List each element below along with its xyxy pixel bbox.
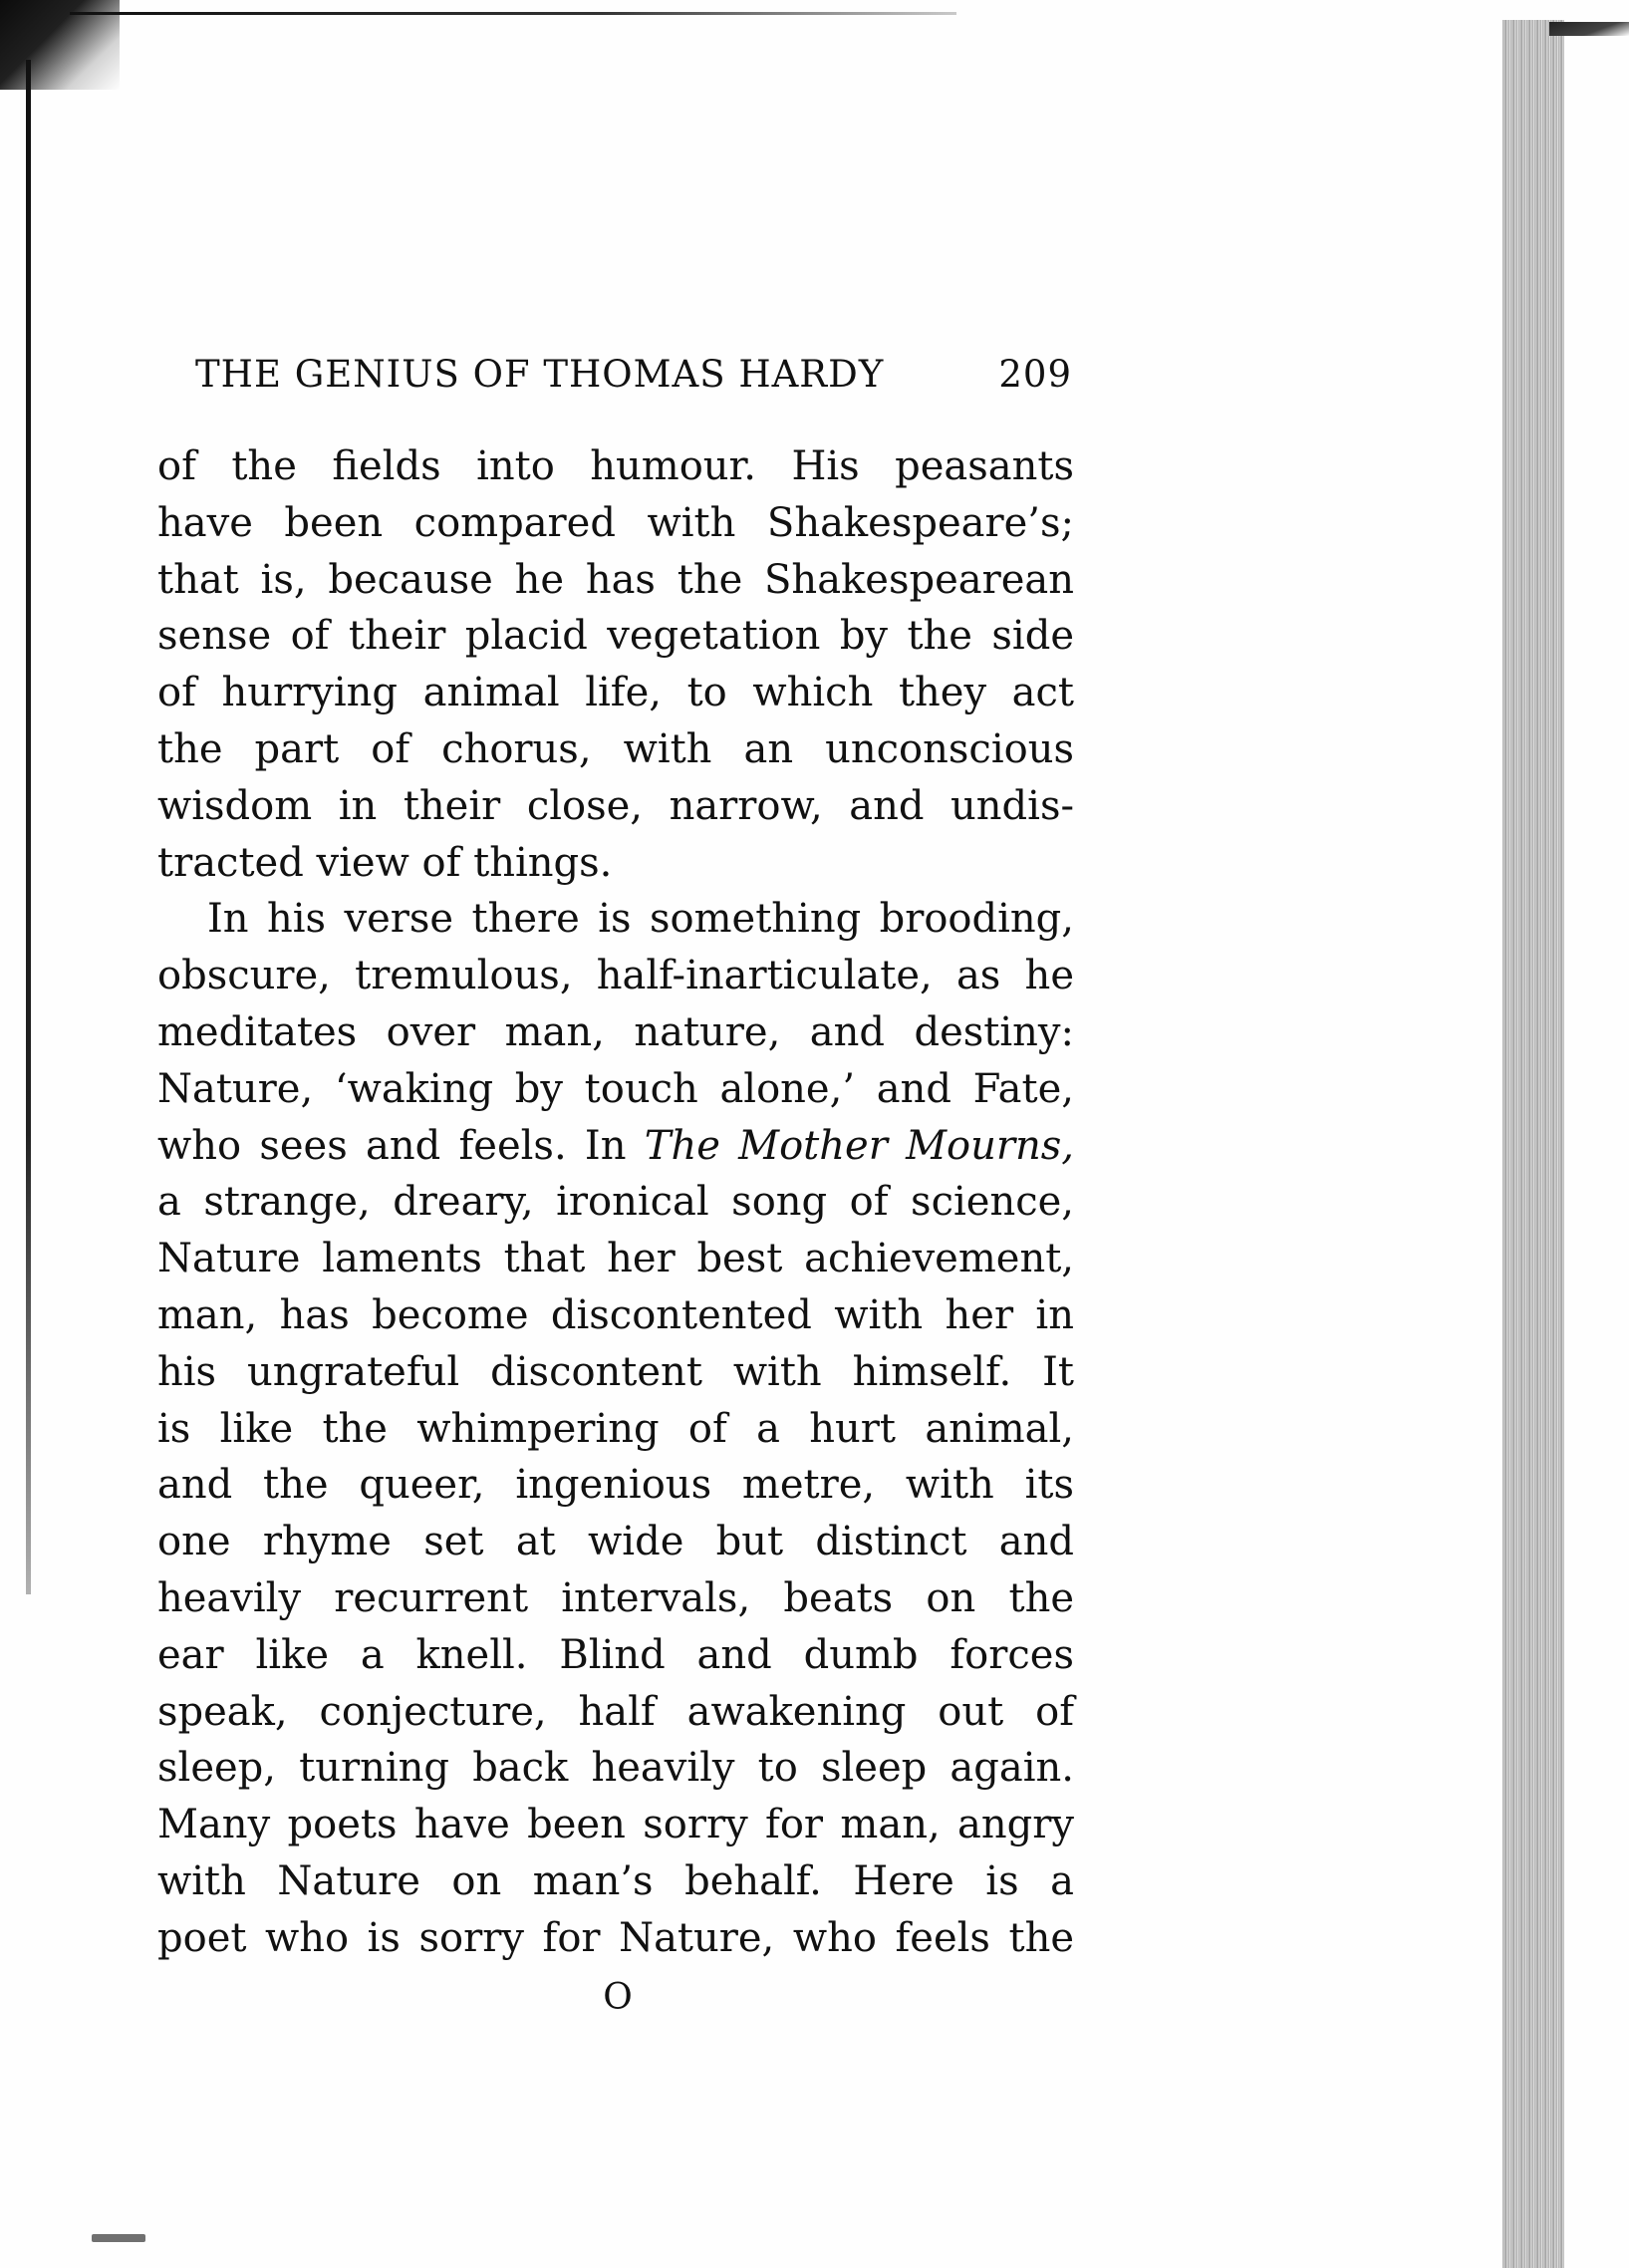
text-line: his ungrateful discontent with himself. It: [157, 1348, 1074, 1395]
text-line: speak, conjecture, half awakening out of: [157, 1688, 1074, 1735]
scan-edge-top: [70, 12, 956, 15]
text-segment: who sees and feels. In: [157, 1122, 645, 1169]
text-line: with Nature on man’s behalf. Here is a: [157, 1857, 1074, 1904]
text-line: Nature laments that her best achievement,: [157, 1236, 1074, 1282]
scan-smudge: [92, 2234, 145, 2242]
text-line: of the fields into humour. His peasants: [157, 443, 1074, 489]
text-line: tracted view of things.: [157, 839, 613, 886]
text-line: obscure, tremulous, half-inarticulate, as he: [157, 953, 1074, 999]
text-line: Nature, ‘waking by touch alone,’ and Fate,: [157, 1065, 1074, 1112]
text-line: the part of chorus, with an unconscious: [157, 725, 1074, 772]
italic-title: The Mother Mourns,: [644, 1122, 1075, 1169]
text-line: sleep, turning back heavily to sleep again.: [157, 1745, 1074, 1792]
text-line: a strange, dreary, ironical song of science,: [157, 1179, 1074, 1226]
body-text: [157, 438, 1074, 1967]
text-line: and the queer, ingenious metre, with its: [157, 1462, 1074, 1509]
text-line: [157, 1118, 1074, 1175]
text-line: ear like a knell. Blind and dumb forces: [157, 1631, 1074, 1678]
text-line: meditates over man, nature, and destiny:: [157, 1008, 1074, 1055]
scan-shadow-top-right: [1549, 22, 1629, 36]
running-head: [195, 353, 1072, 403]
text-line: that is, because he has the Shakespearean: [157, 556, 1074, 603]
text-line: In his verse there is something brooding,: [207, 896, 1074, 943]
text-line: is like the whimpering of a hurt animal,: [157, 1405, 1074, 1452]
text-line: man, has become discontented with her in: [157, 1291, 1074, 1338]
text-line: one rhyme set at wide but distinct and: [157, 1519, 1074, 1565]
page-number: 209: [998, 353, 1072, 396]
scan-edge-left: [26, 60, 31, 1594]
text-line: heavily recurrent intervals, beats on the: [157, 1574, 1074, 1621]
running-title: THE GENIUS OF THOMAS HARDY: [195, 353, 885, 396]
scan-binding-strip: [1502, 20, 1564, 2268]
text-line: Many poets have been sorry for man, angry: [157, 1802, 1074, 1848]
text-line: of hurrying animal life, to which they act: [157, 670, 1074, 716]
text-line: poet who is sorry for Nature, who feels the: [157, 1914, 1074, 1961]
text-line: sense of their placid vegetation by the side: [157, 613, 1074, 660]
text-line: have been compared with Shakespeare’s;: [157, 499, 1074, 546]
signature-mark: O: [603, 1977, 633, 2018]
text-line: wisdom in their close, narrow, and undis-: [157, 782, 1074, 829]
